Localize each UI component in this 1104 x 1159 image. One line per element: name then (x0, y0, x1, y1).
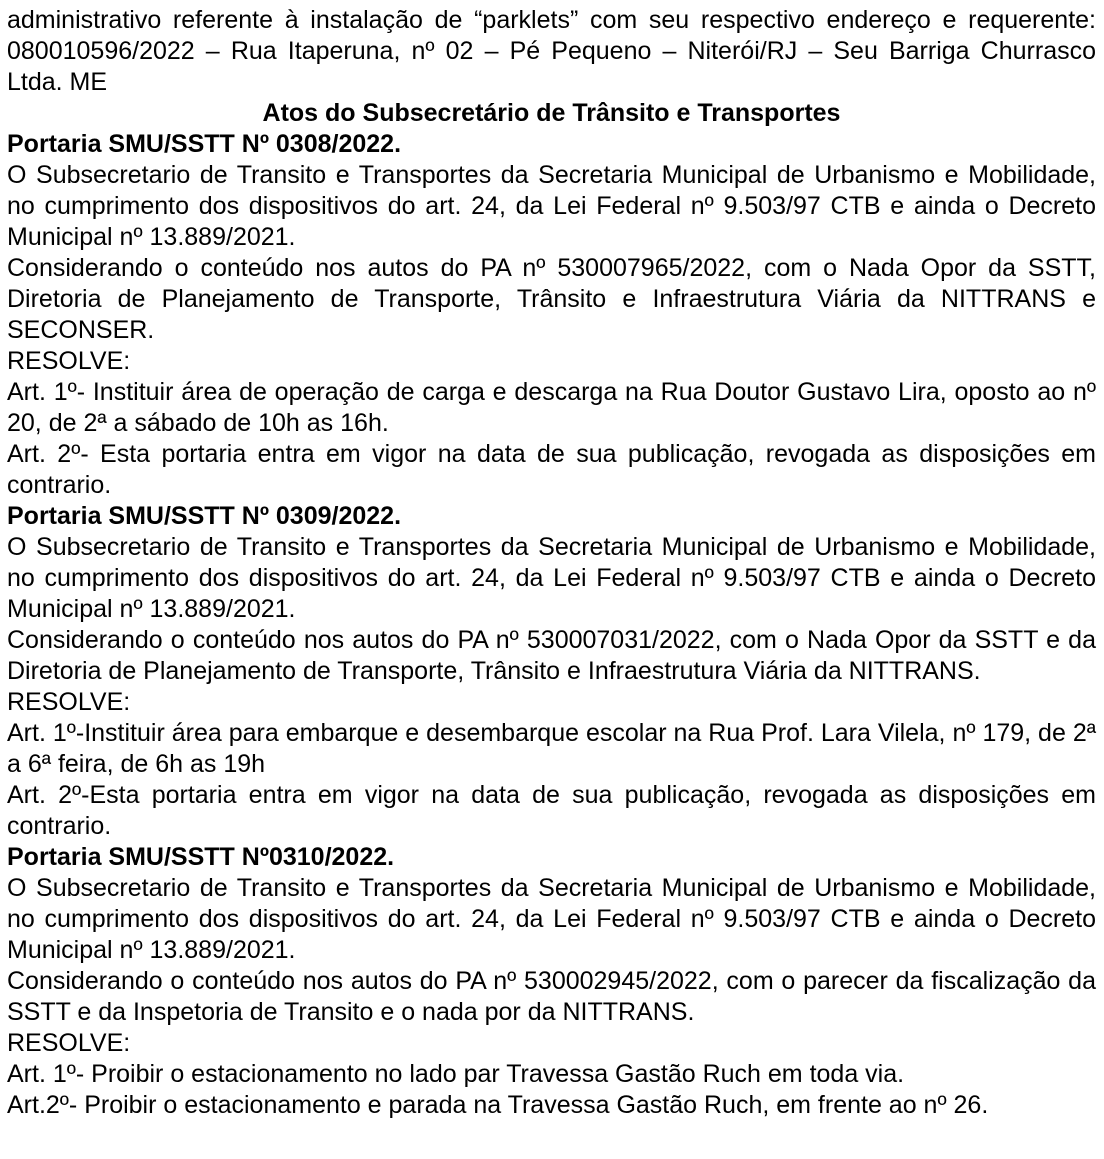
portaria-0309 (7, 501, 1096, 842)
portaria-0308 (7, 129, 1096, 501)
portaria-article-2: Art. 2º- Esta portaria entra em vigor na data de sua publicação, revogada as disposições em contrario. (7, 440, 1096, 499)
portaria-resolve: RESOLVE: (7, 347, 131, 375)
portaria-preamble: O Subsecretario de Transito e Transportes da Secretaria Municipal de Urbanismo e Mobilidade, no cumprimento dos dispositivos do art. 24, da Lei Federal nº 9.503/97 CTB e ainda o Decreto Municipal nº 13.889/2021. (7, 161, 1096, 251)
intro-paragraph: administrativo referente à instalação de “parklets” com seu respectivo endereço e requerente: 080010596/2022 – Rua Itaperuna, nº 02 – Pé Pequeno – Niterói/RJ – Seu Barriga Churrasco Ltda. ME (7, 6, 1096, 96)
portaria-resolve: RESOLVE: (7, 1029, 131, 1057)
portaria-0310 (7, 842, 1096, 1121)
portaria-considerando: Considerando o conteúdo nos autos do PA nº 530002945/2022, com o parecer da fiscalização da SSTT e da Inspetoria de Transito e o nada por da NITTRANS. (7, 967, 1096, 1026)
portaria-title: Portaria SMU/SSTT Nº 0308/2022. (7, 130, 402, 158)
portaria-article-1: Art. 1º- Instituir área de operação de carga e descarga na Rua Doutor Gustavo Lira, oposto ao nº 20, de 2ª a sábado de 10h as 16h. (7, 378, 1096, 437)
portaria-considerando: Considerando o conteúdo nos autos do PA nº 530007031/2022, com o Nada Opor da SSTT e da Diretoria de Planejamento de Transporte, Trânsito e Infraestrutura Viária da NITTRANS. (7, 626, 1096, 685)
portaria-considerando: Considerando o conteúdo nos autos do PA nº 530007965/2022, com o Nada Opor da SSTT, Diretoria de Planejamento de Transporte, Trânsito e Infraestrutura Viária da NITTRANS e SECONSER. (7, 254, 1096, 344)
portaria-preamble: O Subsecretario de Transito e Transportes da Secretaria Municipal de Urbanismo e Mobilidade, no cumprimento dos dispositivos do art. 24, da Lei Federal nº 9.503/97 CTB e ainda o Decreto Municipal nº 13.889/2021. (7, 874, 1096, 964)
portaria-resolve: RESOLVE: (7, 688, 131, 716)
portaria-preamble: O Subsecretario de Transito e Transportes da Secretaria Municipal de Urbanismo e Mobilidade, no cumprimento dos dispositivos do art. 24, da Lei Federal nº 9.503/97 CTB e ainda o Decreto Municipal nº 13.889/2021. (7, 533, 1096, 623)
portaria-title: Portaria SMU/SSTT Nº 0309/2022. (7, 502, 402, 530)
portaria-article-1: Art. 1º- Proibir o estacionamento no lado par Travessa Gastão Ruch em toda via. (7, 1060, 905, 1088)
portaria-title: Portaria SMU/SSTT Nº0310/2022. (7, 843, 395, 871)
portaria-article-1: Art. 1º-Instituir área para embarque e desembarque escolar na Rua Prof. Lara Vilela, nº 179, de 2ª a 6ª feira, de 6h as 19h (7, 719, 1096, 778)
portaria-article-2: Art.2º- Proibir o estacionamento e parada na Travessa Gastão Ruch, em frente ao nº 26. (7, 1091, 989, 1119)
section-heading: Atos do Subsecretário de Trânsito e Transportes (262, 99, 841, 127)
portaria-article-2: Art. 2º-Esta portaria entra em vigor na data de sua publicação, revogada as disposições em contrario. (7, 781, 1096, 840)
